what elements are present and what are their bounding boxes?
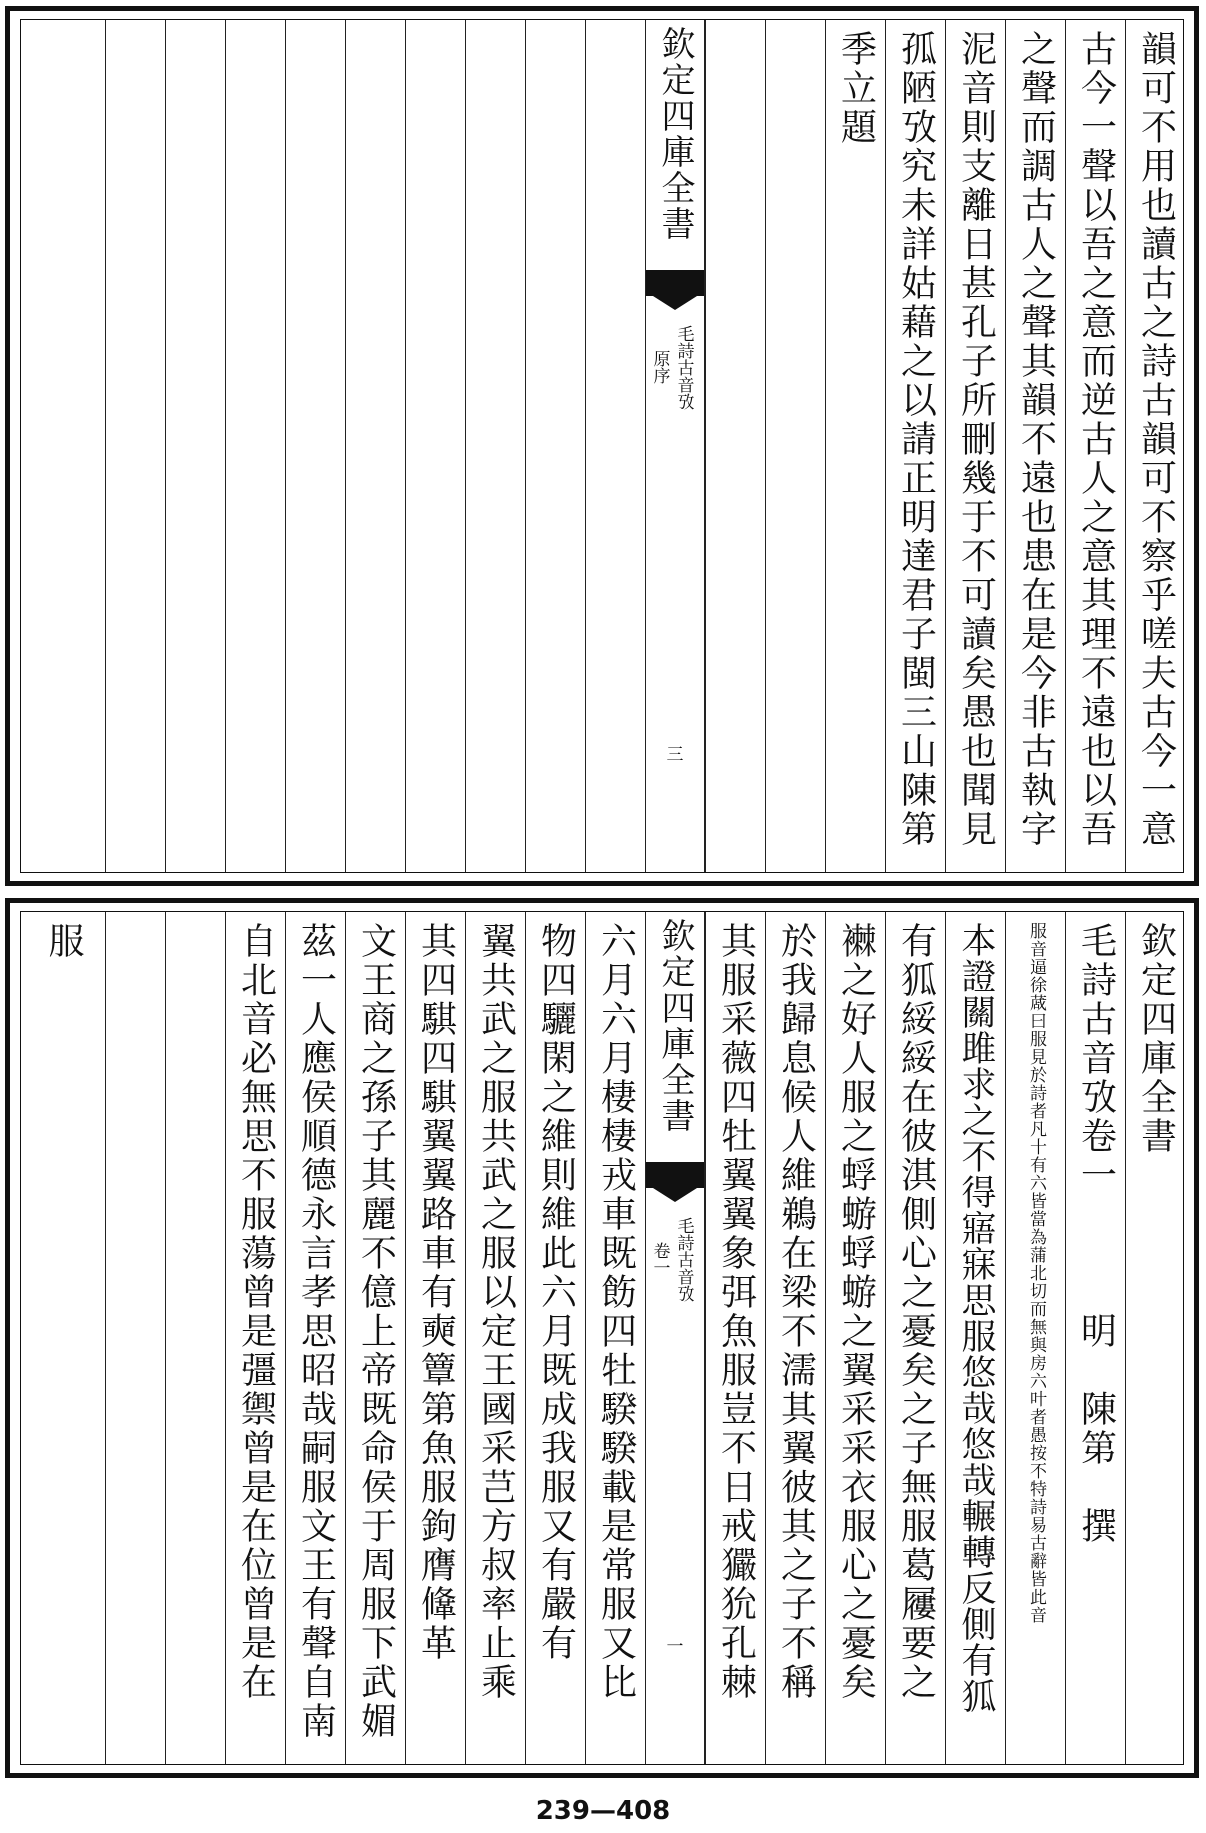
text-column <box>945 20 1005 872</box>
text-column <box>765 912 825 1764</box>
text-column <box>825 912 885 1764</box>
text-column <box>705 912 765 1764</box>
book-title: 毛詩古音攷 <box>673 1217 694 1302</box>
text-column <box>465 912 525 1764</box>
blank-column <box>165 912 225 1764</box>
text-column <box>885 20 945 872</box>
text-column <box>885 912 945 1764</box>
column-text: 翼共武之服共武之服以定王國采芑方叔率止乘 <box>475 922 517 1702</box>
fish-tail-mark <box>646 1162 704 1188</box>
blank-column <box>525 20 585 872</box>
text-column <box>1125 20 1185 872</box>
top-page-block <box>5 6 1199 886</box>
text-column <box>1005 912 1065 1764</box>
column-text: 六月六月棲棲戎車既飭四牡騤騤載是常服又比 <box>595 922 637 1702</box>
running-title: 欽定四庫全書 <box>655 918 695 1134</box>
text-column <box>285 912 345 1764</box>
text-column <box>225 912 285 1764</box>
column-text: 欽定四庫全書 <box>1135 922 1177 1156</box>
column-text: 襋之好人服之蜉蝣蜉蝣之翼采采衣服心之憂矣 <box>835 922 877 1702</box>
column-text: 孤陋攷究未詳姑藉之以請正明達君子閩三山陳第 <box>895 30 937 849</box>
column-text: 文王商之孫子其麗不億上帝既命侯于周服下武媚 <box>355 922 397 1741</box>
column-text: 毛詩古音攷卷一 明 陳第 撰 <box>1075 922 1117 1546</box>
text-column <box>1065 912 1125 1764</box>
text-column <box>585 912 645 1764</box>
column-text: 服 <box>43 922 84 961</box>
blank-column <box>345 20 405 872</box>
page-number: 239—408 <box>535 1796 671 1826</box>
running-title: 欽定四庫全書 <box>655 26 695 242</box>
text-column <box>525 912 585 1764</box>
column-text: 有狐綏綏在彼淇側心之憂矣之子無服葛屨要之 <box>895 922 937 1702</box>
blank-column <box>165 20 225 872</box>
column-text: 自北音必無思不服蕩曾是彊禦曾是在位曾是在 <box>235 922 277 1702</box>
column-text: 之聲而調古人之聲其韻不遠也患在是今非古執字 <box>1015 30 1057 849</box>
text-column <box>1065 20 1125 872</box>
column-text: 本證關雎求之不得寤寐思服悠哉悠哉輾轉反側有狐 <box>956 922 996 1714</box>
text-column <box>1125 912 1185 1764</box>
column-text: 其服采薇四牡翼翼象弭魚服豈不日戒玁狁孔棘 <box>715 922 757 1702</box>
text-column <box>21 912 105 1764</box>
blank-column <box>225 20 285 872</box>
blank-column <box>465 20 525 872</box>
book-title: 毛詩古音攷 <box>673 325 694 410</box>
folio-number: 三 <box>666 745 684 765</box>
bottom-page-block <box>5 898 1199 1778</box>
blank-column <box>705 20 765 872</box>
section-label: 原序 <box>649 350 670 384</box>
fish-tail-mark <box>646 270 704 296</box>
blank-column <box>105 912 165 1764</box>
center-fold <box>645 20 705 872</box>
text-column <box>405 912 465 1764</box>
blank-column <box>105 20 165 872</box>
column-text: 季立題 <box>835 30 877 147</box>
column-text: 其四騏四騏翼翼路車有奭簟第魚服鉤膺鞗革 <box>415 922 457 1663</box>
blank-column <box>765 20 825 872</box>
column-text: 韻可不用也讀古之詩古韻可不察乎嗟夫古今一意 <box>1135 30 1177 849</box>
blank-column <box>405 20 465 872</box>
text-column <box>1005 20 1065 872</box>
text-column <box>345 912 405 1764</box>
column-text: 於我歸息候人維鵜在梁不濡其翼彼其之子不稱 <box>775 922 817 1702</box>
blank-column <box>585 20 645 872</box>
column-text: 物四驪閑之維則維此六月既成我服又有嚴有 <box>535 922 577 1663</box>
column-text-annotation: 服音逼徐蒧曰服見於詩者凡十有六皆當為蒲北切而無與房六叶者愚按不特詩易古辭皆此音 <box>1026 922 1046 1624</box>
folio-number: 一 <box>666 1637 684 1657</box>
text-column <box>945 912 1005 1764</box>
juan-label: 卷一 <box>649 1242 670 1276</box>
column-text: 茲一人應侯順德永言孝思昭哉嗣服文王有聲自南 <box>295 922 337 1741</box>
text-column <box>825 20 885 872</box>
column-text: 古今一聲以吾之意而逆古人之意其理不遠也以吾 <box>1075 30 1117 849</box>
center-fold <box>645 912 705 1764</box>
blank-column <box>285 20 345 872</box>
top-page-frame <box>20 19 1184 873</box>
column-text: 泥音則支離日甚孔子所刪幾于不可讀矣愚也聞見 <box>955 30 997 849</box>
bottom-page-frame <box>20 911 1184 1765</box>
